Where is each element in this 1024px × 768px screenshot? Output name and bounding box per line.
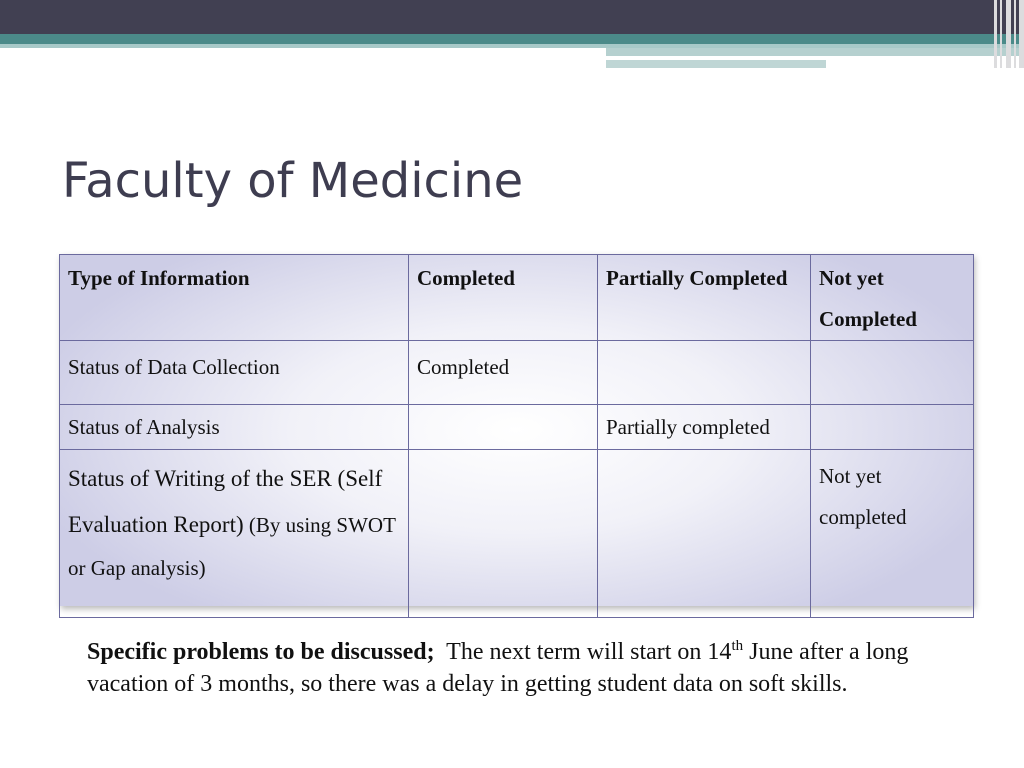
header-partially-completed: Partially Completed [598,255,811,341]
cell-type: Status of Data Collection [60,341,409,405]
top-dark-bar [0,0,1024,34]
edge-stripe [1014,0,1016,68]
note-text-end: June after a long vacation of 3 months, so there was a delay in getting student data on soft skills. [87,639,909,697]
cell-completed [409,405,598,450]
cell-partially [598,450,811,618]
status-table [59,254,974,618]
accent-bar-2 [606,60,826,68]
cell-not-yet: Not yet completed [811,450,974,618]
status-table-container [59,254,973,606]
cell-type-main: Status of Writing of the SER (Self Evaluation Report) [68,466,383,537]
edge-stripe [1019,0,1024,68]
problems-note [87,636,937,700]
cell-type [60,450,409,618]
cell-completed [409,450,598,618]
table-row [60,405,974,450]
edge-stripe [1006,0,1011,68]
top-teal-bar [0,34,1024,44]
table-row [60,341,974,405]
cell-completed: Completed [409,341,598,405]
accent-bar-1 [606,48,1024,56]
header-type-of-information: Type of Information [60,255,409,341]
cell-not-yet [811,341,974,405]
header-completed: Completed [409,255,598,341]
accent-line [606,57,948,59]
cell-type: Status of Analysis [60,405,409,450]
cell-partially: Partially completed [598,405,811,450]
cell-not-yet [811,405,974,450]
note-label: Specific problems to be discussed; [87,639,435,665]
note-text-start: The next term will start on 14 [446,639,732,665]
header-not-yet-completed: Not yet Completed [811,255,974,341]
edge-stripe [994,0,997,68]
edge-stripe [1000,0,1002,68]
slide-title: Faculty of Medicine [62,153,524,209]
cell-type-note: (By using SWOT or Gap analysis) [68,513,396,580]
table-header-row [60,255,974,341]
table-row [60,450,974,618]
cell-partially [598,341,811,405]
note-superscript: th [731,638,744,654]
